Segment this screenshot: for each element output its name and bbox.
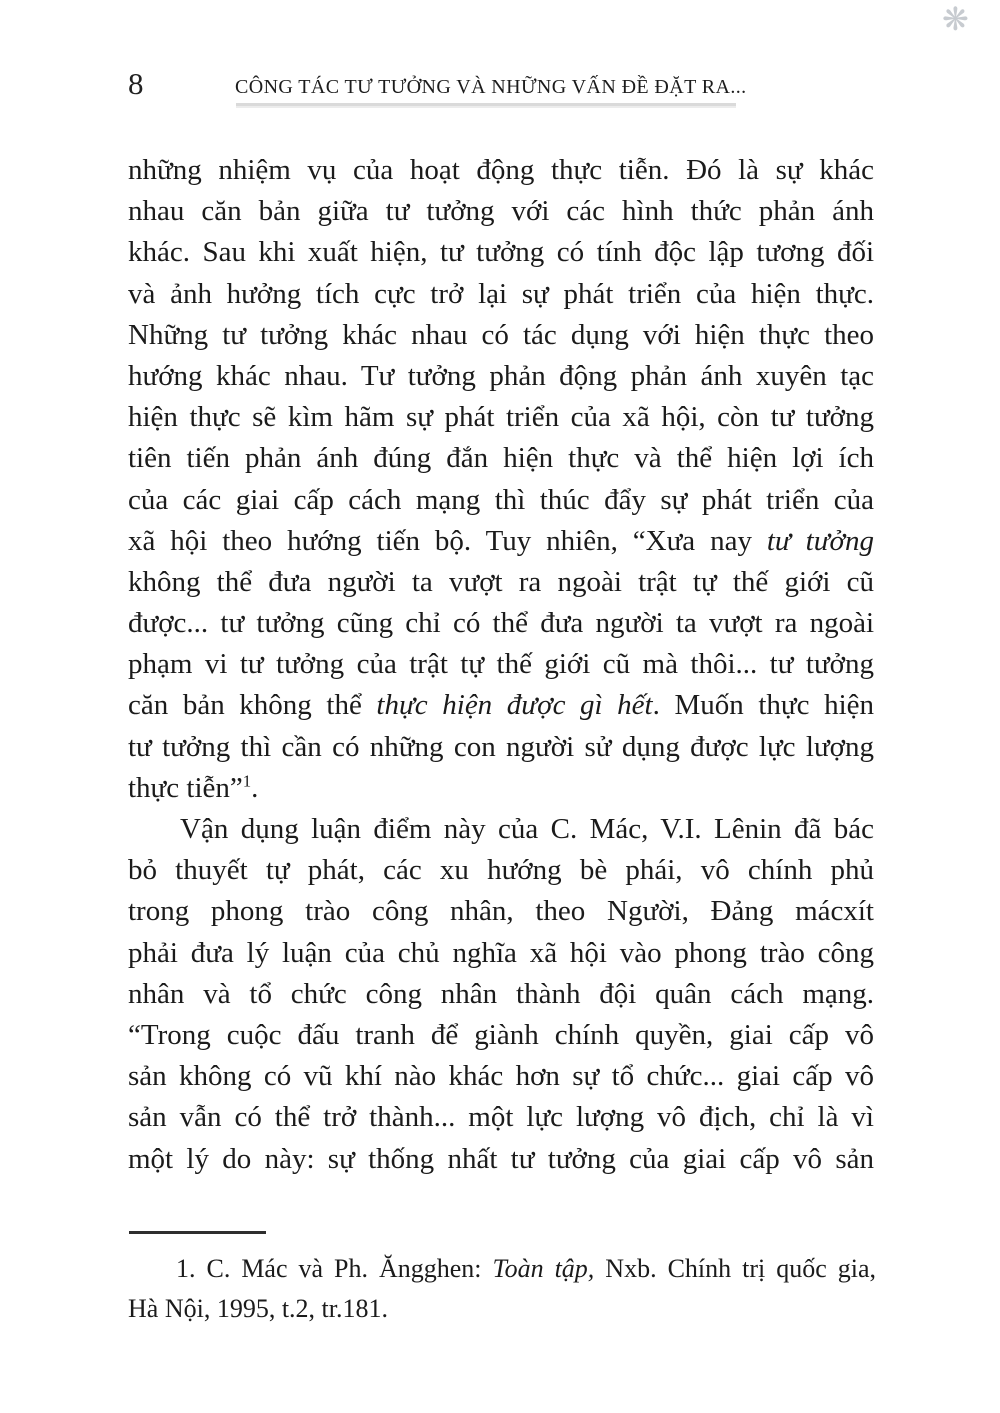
body-text-line [128,850,874,891]
body-text-line [128,1097,874,1138]
text-segment: tiên tiến phản ánh đúng đắn hiện thực và thể hiện lợi ích [128,442,874,475]
page-number: 8 [128,66,144,101]
text-segment: một lý do này: sự thống nhất tư tưởng của giai cấp vô sản [128,1142,874,1175]
body-text-line [128,1056,874,1097]
text-segment: . Muốn thực hiện [652,689,875,722]
text-segment: thực tiễn” [128,771,243,804]
text-segment: bỏ thuyết tự phát, các xu hướng bè phái, vô chính phủ [128,854,874,887]
body-text-line [128,974,874,1015]
body-text-line [128,809,874,850]
body-text-line [128,603,874,644]
body-text-line [128,191,874,232]
body-text-line [128,438,874,479]
body-text-line [128,933,874,974]
text-segment: 1. C. Mác và Ph. Ăngghen: [176,1254,493,1283]
text-segment: Hà Nội, 1995, t.2, tr.181. [128,1294,388,1323]
body-text-line [128,644,874,685]
text-segment: nhau căn bản giữa tư tưởng với các hình thức phản ánh [128,195,874,228]
footnote-separator [129,1231,266,1234]
running-title: CÔNG TÁC TƯ TƯỞNG VÀ NHỮNG VẤN ĐỀ ĐẶT RA... [235,76,747,98]
body-text-line [128,232,874,273]
italic-text: Toàn tập, [492,1254,595,1283]
text-segment: sản không có vũ khí nào khác hơn sự tổ chức... giai cấp vô [128,1060,874,1093]
header-rule [236,103,736,108]
italic-text: thực hiện được gì hết [376,689,653,722]
body-text-line [128,274,874,315]
footnote [128,1249,876,1329]
footnote-line [128,1249,876,1289]
text-segment: phải đưa lý luận của chủ nghĩa xã hội vào phong trào công [128,936,874,969]
body-text-line [128,521,874,562]
text-segment: hướng khác nhau. Tư tưởng phản động phản ánh xuyên tạc [128,359,874,392]
body-text-line [128,562,874,603]
text-segment: của các giai cấp cách mạng thì thúc đẩy sự phát triển của [128,483,874,516]
text-segment: và ảnh hưởng tích cực trở lại sự phát triển của hiện thực. [128,277,874,310]
text-segment: phạm vi tư tưởng của trật tự thế giới cũ mà thôi... tư tưởng [128,648,874,681]
text-segment: Vận dụng luận điểm này của C. Mác, V.I. Lênin đã bác [180,813,874,845]
body-text-line [128,685,874,726]
text-segment: xã hội theo hướng tiến bộ. Tuy nhiên, “Xưa nay [128,524,767,557]
body-text-line [128,397,874,438]
body-text-line [128,480,874,521]
italic-text: tư tưởng [766,524,874,557]
footnote-marker: 1 [242,771,252,791]
body-text-line [128,1139,874,1180]
text-segment: . [251,771,259,804]
body-text-line [128,315,874,356]
text-segment: trong phong trào công nhân, theo Người, Đảng mácxít [128,895,874,928]
text-segment: Nxb. Chính trị quốc gia, [594,1254,876,1283]
text-segment: nhân và tổ chức công nhân thành đội quân cách mạng. [128,977,874,1010]
body-text-line [128,1015,874,1056]
text-segment: hiện thực sẽ kìm hãm sự phát triển của xã hội, còn tư tưởng [128,401,874,434]
body-text-line [128,768,874,809]
text-segment: khác. Sau khi xuất hiện, tư tưởng có tính độc lập tương đối [128,236,874,269]
text-segment: tư tưởng thì cần có những con người sử dụng được lực lượng [128,730,874,763]
decorative-flower-icon: ❋ [942,0,969,38]
text-segment: sản vẫn có thể trở thành... một lực lượng vô địch, chỉ là vì [128,1101,874,1134]
footnote-line [128,1289,876,1329]
text-segment: căn bản không thể [128,689,377,722]
text-segment: Những tư tưởng khác nhau có tác dụng với hiện thực theo [128,318,874,351]
body-text-line [128,150,874,191]
body-text-line [128,727,874,768]
body-text [128,150,874,1180]
text-segment: những nhiệm vụ của hoạt động thực tiễn. Đó là sự khác [128,154,874,186]
text-segment: “Trong cuộc đấu tranh để giành chính quyền, giai cấp vô [128,1018,874,1051]
text-segment: không thể đưa người ta vượt ra ngoài trật tự thế giới cũ [128,565,874,598]
body-text-line [128,356,874,397]
text-segment: được... tư tưởng cũng chỉ có thể đưa người ta vượt ra ngoài [128,607,874,640]
body-text-line [128,891,874,932]
